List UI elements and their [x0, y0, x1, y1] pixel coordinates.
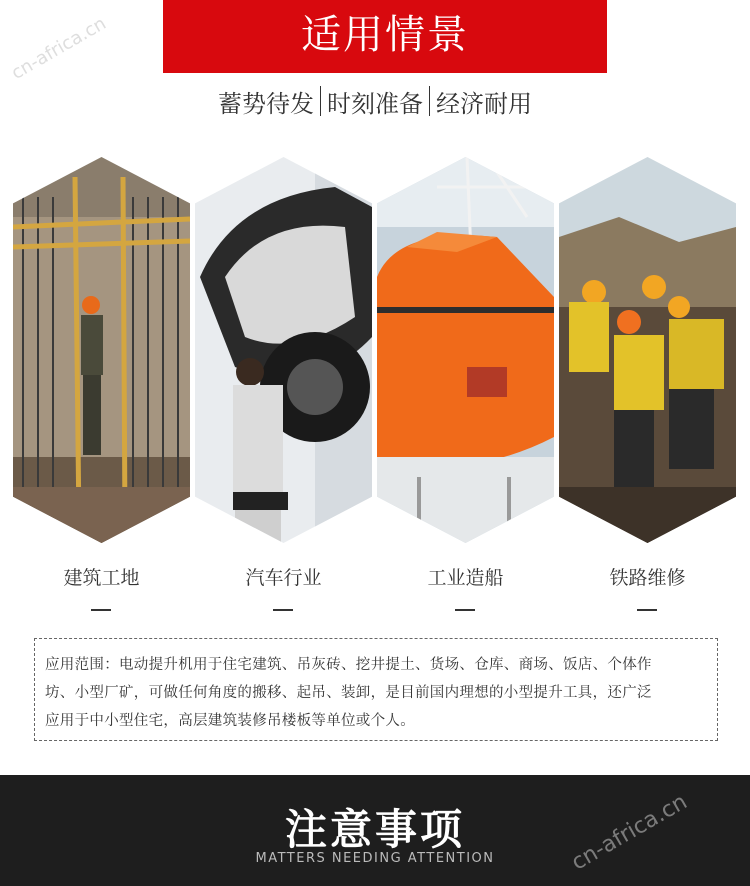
- scene-label-railway: 铁路维修: [609, 567, 686, 589]
- scene-label-auto: 汽车行业: [245, 567, 322, 589]
- scene-label-shipbuilding: 工业造船: [427, 567, 504, 589]
- caption-underline: [455, 609, 475, 611]
- notice-title: 注意事项: [284, 805, 465, 854]
- slogan-3: 经济耐用: [436, 89, 532, 118]
- section-title-banner: [163, 0, 607, 73]
- application-scope-line: 应用范围：电动提升机用于住宅建筑、吊灰砖、挖井提土、货场、仓库、商场、饭店、个体作: [45, 657, 652, 673]
- watermark: cn-africa.cn: [567, 789, 692, 876]
- auto-industry-photo: [195, 157, 372, 543]
- scene-label-construction: 建筑工地: [63, 567, 140, 589]
- application-scope-line: 坊、小型厂矿，可做任何角度的搬移、起吊、装卸，是目前国内理想的小型提升工具，还广泛: [45, 685, 652, 701]
- slogan-divider: [320, 86, 321, 116]
- section-title: 适用情景: [301, 12, 469, 58]
- slogan-row: [0, 82, 750, 120]
- shipbuilding-photo: [377, 157, 554, 543]
- slogan-1: 蓄势待发: [218, 89, 314, 118]
- application-scope-line: 应用于中小型住宅，高层建筑装修吊楼板等单位或个人。: [45, 713, 415, 729]
- caption-underline: [273, 609, 293, 611]
- railway-repair-photo: [559, 157, 736, 543]
- caption-underline: [637, 609, 657, 611]
- notice-subtitle: MATTERS NEEDING ATTENTION: [255, 851, 495, 866]
- caption-underline: [91, 609, 111, 611]
- slogan-divider: [429, 86, 430, 116]
- watermark: cn-africa.cn: [7, 13, 110, 84]
- construction-site-photo: [13, 157, 190, 543]
- slogan-2: 时刻准备: [327, 89, 423, 118]
- application-scope-box: [34, 638, 718, 741]
